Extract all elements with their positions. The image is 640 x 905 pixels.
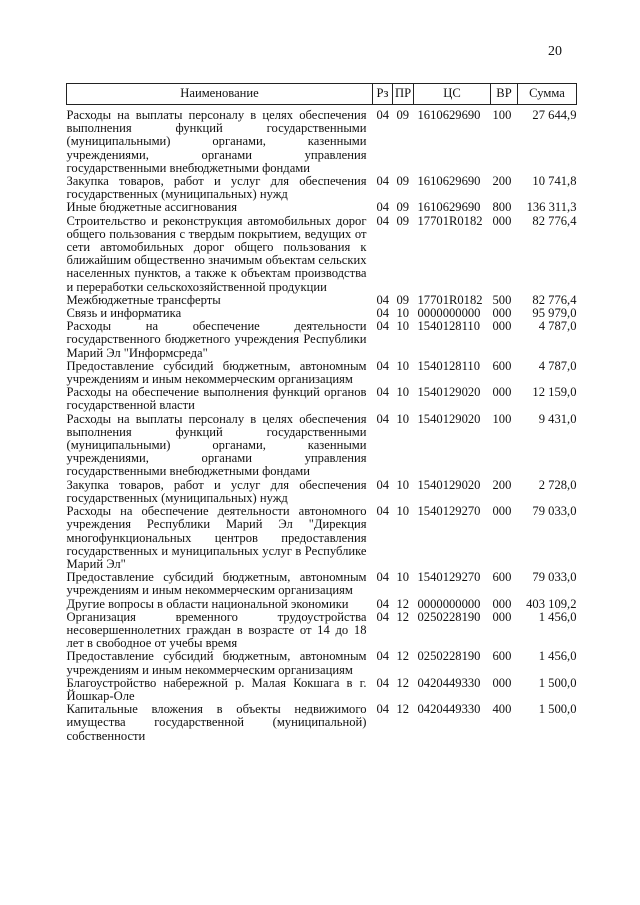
cell-cs: 17701R0182 [417,213,483,228]
cell-vr: 000 [492,596,512,611]
cell-sum: 1 456,0 [538,609,577,624]
cell-cs: 1610629690 [417,174,481,189]
cell-vr: 800 [492,200,512,215]
table-row [67,611,577,651]
table-row [67,479,577,505]
budget-table [66,83,577,743]
cell-name: Организация временного трудоустройства несовершеннолетних граждан в возрасте от 14 до 18 лет в свободное от учебы время [66,609,367,651]
cell-rz: 04 [376,385,390,400]
cell-vr: 000 [492,504,512,519]
cell-cs: 0250228190 [417,609,481,624]
cell-pr: 10 [396,504,410,519]
cell-vr: 100 [492,108,512,122]
cell-cs: 1540129020 [417,385,481,400]
cell-sum: 2 728,0 [538,477,577,492]
cell-name: Расходы на выплаты персоналу в целях обеспечения выполнения функций государственными (муниципальными) органами, казенными учреждениями, органами управления государственными внебюджетными фондами [66,108,367,175]
cell-sum: 79 033,0 [532,570,577,585]
header-cs: ЦС [414,84,491,105]
cell-rz: 04 [376,358,390,373]
cell-rz: 04 [376,570,390,585]
cell-vr: 000 [492,385,512,400]
cell-vr: 000 [492,319,512,334]
cell-name: Другие вопросы в области национальной экономики [66,596,349,611]
cell-sum: 9 431,0 [538,411,577,426]
cell-cs: 0420449330 [417,675,481,690]
cell-sum: 27 644,9 [532,108,577,122]
cell-name: Предоставление субсидий бюджетным, автономным учреждениям и иным некоммерческим организациям [66,358,367,387]
cell-sum: 12 159,0 [532,385,577,400]
table-row [67,598,577,611]
cell-vr: 000 [492,213,512,228]
cell-vr: 000 [492,306,512,321]
cell-pr: 09 [396,292,410,307]
cell-sum: 403 109,2 [526,596,577,611]
cell-pr: 12 [396,649,410,664]
cell-vr: 000 [492,609,512,624]
cell-rz: 04 [376,319,390,334]
cell-vr: 600 [492,358,512,373]
cell-pr: 10 [396,385,410,400]
cell-pr: 10 [396,358,410,373]
cell-pr: 09 [396,200,410,215]
cell-rz: 04 [376,306,390,321]
cell-vr: 600 [492,570,512,585]
cell-sum: 1 456,0 [538,649,577,664]
table-row [67,215,577,294]
cell-vr: 400 [492,702,512,717]
table-row [67,677,577,703]
cell-name: Закупка товаров, работ и услуг для обеспечения государственных (муниципальных) нужд [66,477,367,505]
cell-sum: 82 776,4 [532,292,577,307]
cell-sum: 4 787,0 [538,319,577,334]
cell-pr: 10 [396,306,410,321]
cell-vr: 100 [492,411,512,426]
cell-name: Межбюджетные трансферты [66,292,221,307]
table-row [67,571,577,597]
cell-name: Иные бюджетные ассигнования [66,200,238,215]
cell-sum: 136 311,3 [526,200,577,215]
cell-rz: 04 [376,477,390,492]
cell-cs: 1540128110 [417,319,481,334]
header-vr: ВР [491,84,518,105]
cell-name: Связь и информатика [66,306,182,321]
cell-rz: 04 [376,174,390,189]
cell-vr: 600 [492,649,512,664]
cell-vr: 200 [492,477,512,492]
cell-rz: 04 [376,108,390,122]
cell-name: Расходы на обеспечение деятельности государственного бюджетного учреждения Республики Марий Эл "Информсреда" [66,319,367,360]
cell-rz: 04 [376,609,390,624]
table-row [67,650,577,676]
header-rz: Рз [373,84,393,105]
cell-cs: 1610629690 [417,108,481,122]
cell-cs: 0000000000 [417,306,481,321]
cell-rz: 04 [376,292,390,307]
cell-name: Предоставление субсидий бюджетным, автономным учреждениям и иным некоммерческим организациям [66,570,367,598]
cell-pr: 10 [396,477,410,492]
cell-pr: 10 [396,319,410,334]
cell-rz: 04 [376,675,390,690]
cell-cs: 1610629690 [417,200,481,215]
cell-rz: 04 [376,596,390,611]
cell-name: Расходы на обеспечение деятельности автономного учреждения Республики Марий Эл "Дирекция многофункциональных центров предоставления государственных и муниципальных услуг в Республике Марий Эл" [66,504,367,571]
cell-name: Строительство и реконструкция автомобильных дорог общего пользования с твердым покрытием, ведущих от сети автомобильных дорог общего пользования к ближайшим общественно значимым объектам сельских населенных пунктов, а также к объектам производства и переработки сельскохозяйственной продукции [66,213,367,294]
cell-rz: 04 [376,702,390,717]
table-row [67,413,577,479]
cell-pr: 09 [396,174,410,189]
table-row [67,703,577,743]
cell-cs: 1540129270 [417,504,481,519]
cell-pr: 10 [396,570,410,585]
table-row [67,105,577,176]
cell-sum: 1 500,0 [538,675,577,690]
cell-sum: 1 500,0 [538,702,577,717]
table-row [67,175,577,201]
cell-name: Благоустройство набережной р. Малая Кокшага в г. Йошкар-Оле [66,675,367,703]
table-row [67,320,577,360]
cell-pr: 12 [396,596,410,611]
cell-name: Предоставление субсидий бюджетным, автономным учреждениям и иным некоммерческим организациям [66,649,367,677]
cell-rz: 04 [376,200,390,215]
cell-pr: 09 [396,108,410,122]
table-row [67,360,577,386]
cell-cs: 0000000000 [417,596,481,611]
cell-rz: 04 [376,213,390,228]
cell-name: Расходы на обеспечение выполнения функций органов государственной власти [66,385,367,413]
cell-cs: 0420449330 [417,702,481,717]
table-row [67,201,577,214]
cell-sum: 95 979,0 [532,306,577,321]
cell-cs: 1540129020 [417,411,481,426]
cell-sum: 82 776,4 [532,213,577,228]
table-row [67,505,577,571]
cell-sum: 10 741,8 [532,174,577,189]
cell-vr: 200 [492,174,512,189]
cell-vr: 000 [492,675,512,690]
cell-pr: 12 [396,675,410,690]
cell-name: Расходы на выплаты персоналу в целях обеспечения выполнения функций государственными (муниципальными) органами, казенными учреждениями, органами управления государственными внебюджетными фондами [66,411,367,479]
table-row [67,386,577,412]
header-pr: ПР [393,84,414,105]
cell-rz: 04 [376,504,390,519]
page-number: 20 [548,44,562,59]
cell-pr: 12 [396,702,410,717]
cell-vr: 500 [492,292,512,307]
cell-pr: 12 [396,609,410,624]
cell-rz: 04 [376,411,390,426]
cell-cs: 1540128110 [417,358,481,373]
cell-name: Капитальные вложения в объекты недвижимого имущества государственной (муниципальной) собственности [66,702,367,743]
cell-sum: 4 787,0 [538,358,577,373]
cell-cs: 1540129020 [417,477,481,492]
cell-sum: 79 033,0 [532,504,577,519]
cell-cs: 0250228190 [417,649,481,664]
table-body [67,105,577,743]
table-header [67,84,577,105]
cell-rz: 04 [376,649,390,664]
header-name: Наименование [67,84,373,105]
cell-name: Закупка товаров, работ и услуг для обеспечения государственных (муниципальных) нужд [66,174,367,202]
cell-pr: 10 [396,411,410,426]
header-sum: Сумма [518,84,577,105]
cell-cs: 1540129270 [417,570,481,585]
cell-pr: 09 [396,213,410,228]
cell-cs: 17701R0182 [417,292,483,307]
